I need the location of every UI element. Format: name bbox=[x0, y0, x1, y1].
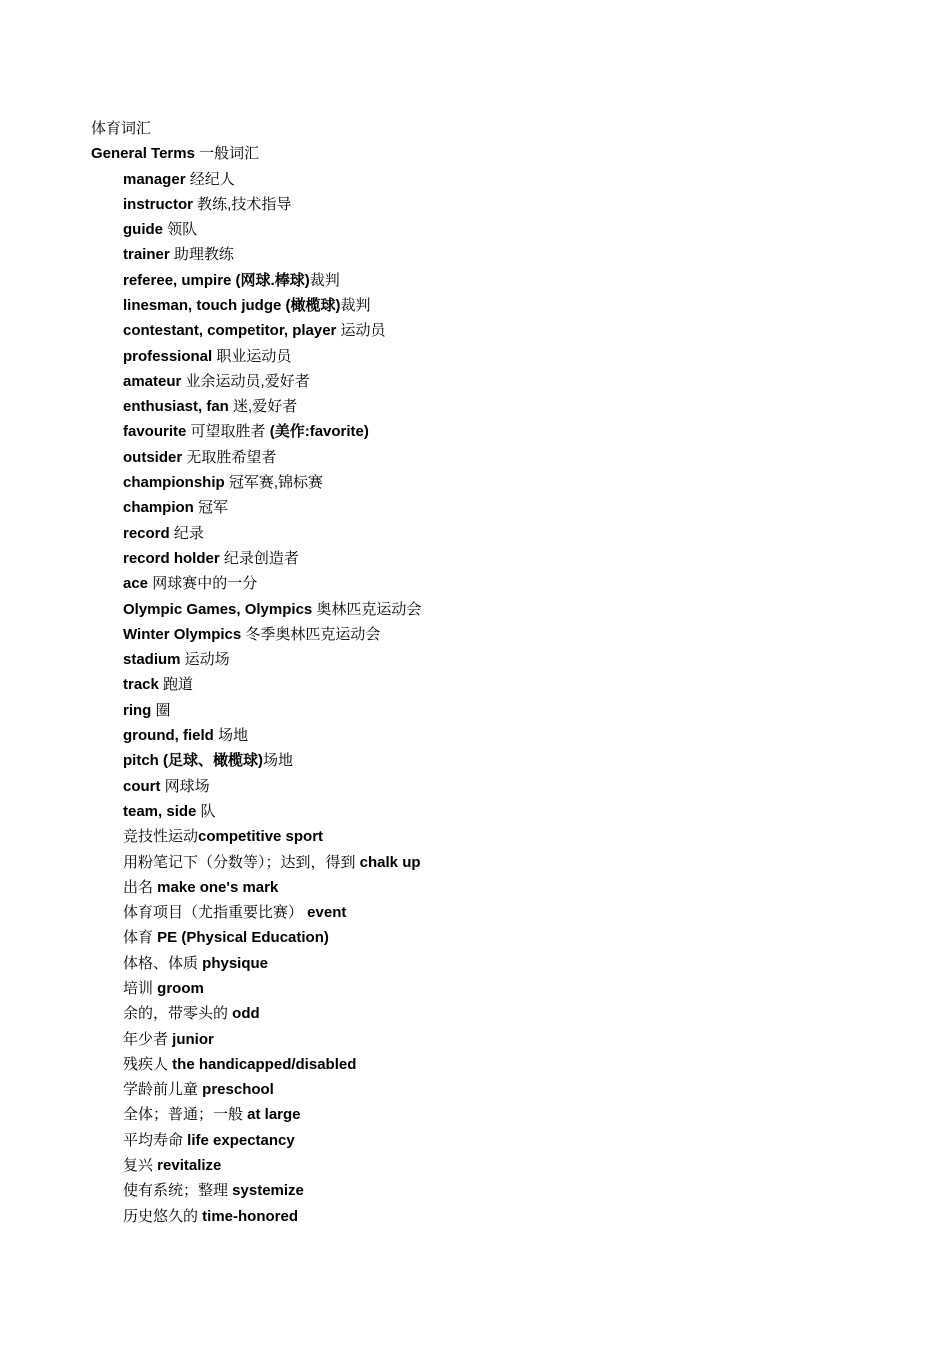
term-entry bbox=[123, 372, 421, 397]
term-english: time-honored bbox=[202, 1207, 299, 1225]
term-chinese: 网球赛中的一分 bbox=[148, 575, 258, 593]
term-english: manager bbox=[123, 170, 186, 188]
term-entry bbox=[123, 726, 421, 751]
term-entry bbox=[123, 220, 421, 245]
term-chinese: 冬季奥林匹克运动会 bbox=[241, 625, 381, 643]
term-chinese: 助理教练 bbox=[169, 246, 234, 264]
term-entry bbox=[123, 1055, 421, 1080]
term-entry bbox=[123, 271, 421, 296]
term-english: (美作:favorite) bbox=[269, 423, 369, 441]
term-entry bbox=[123, 625, 421, 650]
term-chinese: 复兴 bbox=[123, 1157, 158, 1175]
term-entry bbox=[123, 574, 421, 599]
term-entry bbox=[123, 245, 421, 270]
term-chinese: 队 bbox=[196, 802, 216, 820]
term-entry bbox=[123, 777, 421, 802]
term-entry bbox=[123, 448, 421, 473]
term-chinese: 裁判 bbox=[340, 296, 371, 314]
term-english: court bbox=[123, 777, 161, 795]
term-chinese: 网球场 bbox=[160, 777, 210, 795]
term-english: ground, field bbox=[123, 727, 214, 745]
term-english: instructor bbox=[123, 195, 194, 213]
term-english: pitch (足球、橄榄球) bbox=[123, 752, 263, 770]
term-entry bbox=[123, 878, 421, 903]
term-english: championship bbox=[123, 474, 225, 492]
term-entry bbox=[123, 1004, 421, 1029]
term-chinese: 竞技性运动 bbox=[123, 828, 199, 846]
term-chinese: 冠军 bbox=[193, 499, 229, 517]
term-entry bbox=[123, 321, 421, 346]
term-chinese: 无取胜希望者 bbox=[182, 448, 277, 466]
term-entry bbox=[123, 1080, 421, 1105]
term-entry bbox=[123, 1207, 421, 1232]
term-entry bbox=[123, 397, 421, 422]
term-entry bbox=[123, 195, 421, 220]
term-chinese: 体格、体质 bbox=[123, 954, 203, 972]
term-chinese: 纪录 bbox=[169, 524, 204, 542]
term-entry bbox=[123, 347, 421, 372]
term-list bbox=[123, 170, 421, 1232]
term-entry bbox=[123, 1105, 421, 1130]
document-title: 体育词汇 bbox=[91, 120, 152, 137]
term-chinese: 领队 bbox=[163, 221, 198, 239]
term-english: groom bbox=[157, 980, 204, 997]
term-entry bbox=[123, 1131, 421, 1156]
term-chinese: 年少者 bbox=[123, 1030, 173, 1048]
term-entry bbox=[123, 802, 421, 827]
term-english: record holder bbox=[123, 549, 220, 567]
term-entry bbox=[123, 498, 421, 523]
term-english: make one's mark bbox=[157, 878, 279, 896]
term-english: favourite bbox=[123, 423, 187, 441]
term-english: amateur bbox=[123, 372, 182, 390]
term-english: preschool bbox=[202, 1081, 274, 1099]
term-english: professional bbox=[123, 347, 213, 365]
term-entry bbox=[123, 650, 421, 675]
term-english: enthusiast, fan bbox=[123, 398, 229, 416]
term-english: revitalize bbox=[157, 1157, 222, 1175]
term-english: outsider bbox=[123, 448, 183, 466]
term-entry bbox=[123, 524, 421, 549]
term-entry bbox=[123, 296, 421, 321]
term-chinese: 余的，带零头的 bbox=[123, 1005, 233, 1023]
term-entry bbox=[123, 1030, 421, 1055]
term-chinese: 奥林匹克运动会 bbox=[312, 600, 422, 618]
term-chinese: 纪录创造者 bbox=[219, 549, 299, 567]
term-entry bbox=[123, 751, 421, 776]
term-chinese: 历史悠久的 bbox=[123, 1207, 203, 1225]
term-chinese: 可望取胜者 bbox=[186, 423, 270, 441]
term-english: track bbox=[123, 676, 159, 694]
term-english: record bbox=[123, 524, 170, 542]
term-chinese: 学龄前儿童 bbox=[123, 1081, 203, 1099]
term-english: team, side bbox=[123, 802, 197, 820]
term-english: junior bbox=[172, 1030, 214, 1048]
term-chinese: 职业运动员 bbox=[212, 347, 292, 365]
term-entry bbox=[123, 827, 421, 852]
term-chinese: 迷,爱好者 bbox=[228, 398, 298, 416]
term-entry bbox=[123, 549, 421, 574]
term-entry bbox=[123, 954, 421, 979]
term-english: at large bbox=[247, 1106, 301, 1124]
term-entry bbox=[123, 903, 421, 928]
term-entry bbox=[123, 170, 421, 195]
term-chinese: 场地 bbox=[263, 752, 294, 770]
term-english: ring bbox=[123, 701, 152, 719]
term-english: odd bbox=[232, 1005, 260, 1023]
term-chinese: 全体；普通；一般 bbox=[123, 1106, 248, 1124]
term-english: the handicapped/disabled bbox=[172, 1055, 357, 1073]
section-heading bbox=[91, 144, 259, 164]
term-chinese: 用粉笔记下（分数等）；达到，得到 bbox=[123, 853, 360, 871]
term-english: ace bbox=[123, 575, 149, 593]
term-english: physique bbox=[202, 954, 269, 972]
term-chinese: 裁判 bbox=[309, 271, 340, 289]
term-chinese: 圈 bbox=[151, 701, 171, 719]
term-chinese: 残疾人 bbox=[123, 1055, 173, 1073]
term-english: life expectancy bbox=[187, 1131, 295, 1149]
term-english: champion bbox=[123, 499, 194, 517]
term-entry bbox=[123, 600, 421, 625]
term-entry bbox=[123, 422, 421, 447]
term-entry bbox=[123, 979, 421, 1004]
section-heading-english: General Terms bbox=[91, 145, 195, 162]
term-entry bbox=[123, 1181, 421, 1206]
term-chinese: 业余运动员,爱好者 bbox=[181, 372, 310, 390]
term-english: competitive sport bbox=[198, 828, 324, 846]
term-english: trainer bbox=[123, 246, 170, 264]
term-english: chalk up bbox=[359, 853, 421, 871]
term-english: linesman, touch judge (橄榄球) bbox=[123, 296, 341, 314]
term-english: stadium bbox=[123, 651, 181, 669]
term-english: guide bbox=[123, 221, 163, 239]
section-heading-chinese: 一般词汇 bbox=[194, 145, 260, 162]
term-chinese: 场地 bbox=[213, 727, 248, 745]
term-chinese: 培训 bbox=[123, 980, 158, 997]
term-chinese: 跑道 bbox=[158, 676, 194, 694]
term-english: PE (Physical Education) bbox=[157, 929, 329, 947]
term-entry bbox=[123, 701, 421, 726]
term-english: event bbox=[307, 904, 347, 922]
term-entry bbox=[123, 853, 421, 878]
term-chinese: 运动员 bbox=[336, 322, 386, 340]
term-english: referee, umpire (网球.棒球) bbox=[123, 271, 310, 289]
term-english: contestant, competitor, player bbox=[123, 322, 337, 340]
term-chinese: 冠军赛,锦标赛 bbox=[224, 474, 324, 492]
term-chinese: 出名 bbox=[123, 878, 158, 896]
term-english: systemize bbox=[232, 1182, 304, 1200]
term-english: Winter Olympics bbox=[123, 625, 242, 643]
term-chinese: 使有系统；整理 bbox=[123, 1182, 233, 1200]
term-chinese: 平均寿命 bbox=[123, 1131, 188, 1149]
term-entry bbox=[123, 675, 421, 700]
term-chinese: 体育项目（尤指重要比赛） bbox=[123, 904, 308, 922]
term-chinese: 教练,技术指导 bbox=[193, 195, 292, 213]
term-entry bbox=[123, 1156, 421, 1181]
term-chinese: 体育 bbox=[123, 929, 158, 947]
term-chinese: 经纪人 bbox=[185, 170, 235, 188]
term-english: Olympic Games, Olympics bbox=[123, 600, 313, 618]
term-entry bbox=[123, 928, 421, 953]
term-chinese: 运动场 bbox=[180, 651, 230, 669]
term-entry bbox=[123, 473, 421, 498]
